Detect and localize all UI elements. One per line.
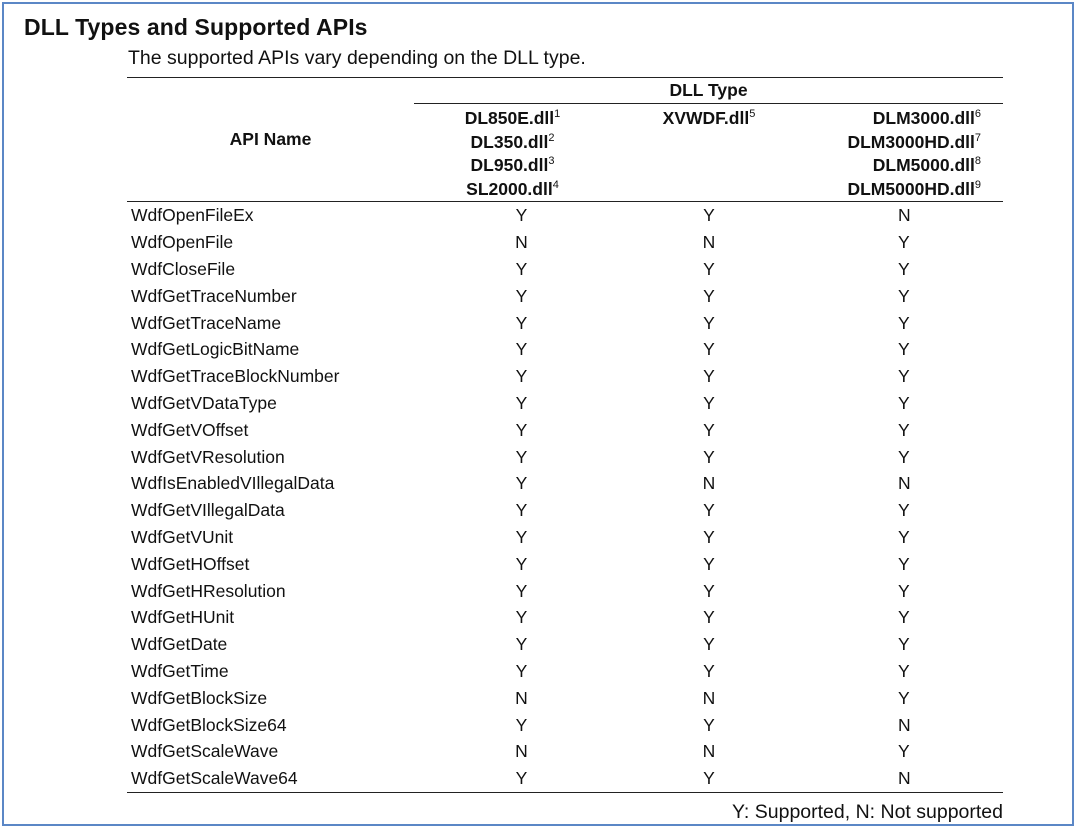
section-title: DLL Types and Supported APIs xyxy=(24,14,368,40)
support-cell: Y xyxy=(703,339,715,360)
dll-api-support-table xyxy=(127,77,1003,793)
dll-footnote-ref: 7 xyxy=(974,131,981,144)
dll-name xyxy=(807,154,981,178)
support-cell: Y xyxy=(515,446,528,467)
dll-footnote-ref: 5 xyxy=(749,108,756,120)
support-cell: Y xyxy=(898,419,910,440)
dll-footnote-ref: 2 xyxy=(548,131,555,144)
dll-filename: SL2000.dll xyxy=(466,178,553,199)
support-cell: Y xyxy=(515,607,528,628)
table-row xyxy=(127,765,1003,792)
api-name-cell: WdfGetVIllegalData xyxy=(131,500,285,521)
support-cell: Y xyxy=(515,553,528,574)
support-cell: Y xyxy=(703,607,715,628)
table-row xyxy=(127,443,1003,470)
dll-name xyxy=(414,131,611,155)
dll-column-header xyxy=(414,104,611,202)
support-cell: Y xyxy=(898,526,910,547)
support-cell: Y xyxy=(898,660,910,681)
api-name-cell: WdfOpenFileEx xyxy=(131,205,254,226)
support-cell: Y xyxy=(898,580,910,601)
support-cell: N xyxy=(898,473,911,494)
dll-footnote-ref: 4 xyxy=(552,178,559,191)
section-subtitle: The supported APIs vary depending on the DLL type. xyxy=(128,47,586,69)
table-row xyxy=(127,256,1003,283)
support-cell: N xyxy=(515,232,528,253)
support-cell: Y xyxy=(703,526,715,547)
table-row xyxy=(127,577,1003,604)
dll-filename: XVWDF.dll xyxy=(662,108,750,128)
table-row xyxy=(127,336,1003,363)
table-row xyxy=(127,738,1003,765)
support-cell: Y xyxy=(898,232,910,253)
api-name-cell: WdfGetLogicBitName xyxy=(131,339,300,360)
support-cell: Y xyxy=(515,714,528,735)
table-row xyxy=(127,658,1003,685)
support-cell: N xyxy=(898,205,911,226)
api-name-cell: WdfGetHUnit xyxy=(131,607,235,628)
support-cell: Y xyxy=(703,392,715,413)
support-cell: Y xyxy=(703,714,715,735)
api-name-cell: WdfGetHResolution xyxy=(131,580,286,601)
support-cell: Y xyxy=(898,634,910,655)
api-name-cell: WdfGetVResolution xyxy=(131,446,285,467)
api-name-cell: WdfGetVUnit xyxy=(131,526,234,547)
support-cell: N xyxy=(702,687,716,708)
api-name-cell: WdfGetTime xyxy=(131,660,229,681)
support-cell: Y xyxy=(898,687,910,708)
support-cell: Y xyxy=(898,366,910,387)
support-cell: Y xyxy=(703,553,715,574)
dll-column-header xyxy=(611,104,807,202)
support-cell: Y xyxy=(703,419,715,440)
dll-footnote-ref: 3 xyxy=(548,155,555,167)
api-name-cell: WdfGetTraceName xyxy=(131,312,282,333)
dll-filename: DL950.dll xyxy=(470,155,549,175)
dll-footnote-ref: 6 xyxy=(974,108,981,120)
dll-filename: DLM3000.dll xyxy=(872,108,975,128)
support-cell: Y xyxy=(703,580,715,601)
dll-filename: DL850E.dll xyxy=(464,108,555,128)
dll-column-header xyxy=(807,104,1003,202)
support-cell: Y xyxy=(703,258,715,279)
support-cell: Y xyxy=(515,312,528,333)
api-name-cell: WdfGetBlockSize64 xyxy=(131,714,287,735)
api-name-cell: WdfGetTraceBlockNumber xyxy=(131,366,340,387)
dll-footnote-ref: 8 xyxy=(974,155,981,167)
support-cell: N xyxy=(515,741,528,762)
api-name-cell: WdfCloseFile xyxy=(131,258,236,279)
support-cell: Y xyxy=(515,392,528,413)
table-row xyxy=(127,416,1003,443)
support-cell: Y xyxy=(898,446,910,467)
dll-footnote-ref: 1 xyxy=(554,108,561,120)
support-cell: N xyxy=(898,714,911,735)
support-cell: Y xyxy=(515,419,528,440)
support-cell: Y xyxy=(515,526,528,547)
support-cell: Y xyxy=(898,553,910,574)
support-cell: Y xyxy=(898,741,910,762)
support-cell: Y xyxy=(898,312,910,333)
support-cell: Y xyxy=(898,285,910,306)
table-row xyxy=(127,497,1003,524)
support-cell: Y xyxy=(898,607,910,628)
support-cell: N xyxy=(515,687,528,708)
dll-filename: DL350.dll xyxy=(470,131,549,152)
support-cell: Y xyxy=(515,473,528,494)
api-name-cell: WdfGetBlockSize xyxy=(131,687,268,708)
support-cell: N xyxy=(702,741,716,762)
table-row xyxy=(127,604,1003,631)
support-cell: N xyxy=(807,765,1003,792)
dll-name xyxy=(611,107,807,131)
api-name-cell: WdfGetScaleWave64 xyxy=(127,765,414,792)
api-name-cell: WdfGetVOffset xyxy=(131,419,249,440)
dll-name xyxy=(414,107,611,131)
table-row xyxy=(127,631,1003,658)
api-name-header: API Name xyxy=(127,78,414,202)
api-name-cell: WdfIsEnabledVIllegalData xyxy=(131,473,335,494)
dll-name xyxy=(807,178,981,202)
api-name-cell: WdfGetVDataType xyxy=(131,392,277,413)
dll-filename: DLM5000HD.dll xyxy=(847,178,975,199)
support-cell: N xyxy=(702,232,716,253)
support-cell: Y xyxy=(898,339,910,360)
api-name-cell: WdfOpenFile xyxy=(131,232,234,253)
support-cell: Y xyxy=(515,634,528,655)
dll-name xyxy=(414,178,611,202)
support-cell: Y xyxy=(703,446,715,467)
support-cell: Y xyxy=(515,366,528,387)
api-name-cell: WdfGetScaleWave xyxy=(131,741,279,762)
support-cell: Y xyxy=(703,634,715,655)
support-cell: Y xyxy=(515,285,528,306)
table-legend: Y: Supported, N: Not supported xyxy=(731,801,1003,823)
support-cell: Y xyxy=(703,312,715,333)
dll-filename: DLM3000HD.dll xyxy=(847,131,975,152)
support-cell: Y xyxy=(703,205,715,226)
support-cell: Y xyxy=(515,580,528,601)
support-cell: Y xyxy=(515,339,528,360)
table-row xyxy=(127,684,1003,711)
support-cell: Y xyxy=(515,500,528,521)
table-row xyxy=(127,550,1003,577)
support-cell: Y xyxy=(898,258,910,279)
table-row xyxy=(127,470,1003,497)
support-cell: Y xyxy=(515,660,528,681)
support-cell: Y xyxy=(611,765,807,792)
table-row xyxy=(127,309,1003,336)
support-cell: Y xyxy=(898,500,910,521)
table-row xyxy=(127,202,1003,229)
table-row xyxy=(127,711,1003,738)
table-row xyxy=(127,363,1003,390)
support-cell: Y xyxy=(898,392,910,413)
support-cell: Y xyxy=(414,765,611,792)
support-cell: Y xyxy=(703,366,715,387)
dll-footnote-ref: 9 xyxy=(974,178,981,191)
dll-name xyxy=(807,131,981,155)
table-row xyxy=(127,524,1003,551)
support-cell: Y xyxy=(515,205,528,226)
table-row xyxy=(127,282,1003,309)
support-cell: Y xyxy=(515,258,528,279)
support-cell: Y xyxy=(703,500,715,521)
dll-type-header: DLL Type xyxy=(414,78,1003,104)
api-name-cell: WdfGetHOffset xyxy=(131,553,250,574)
api-name-cell: WdfGetTraceNumber xyxy=(131,285,297,306)
support-cell: Y xyxy=(703,660,715,681)
dll-name xyxy=(807,107,981,131)
api-name-cell: WdfGetDate xyxy=(131,634,228,655)
table-row xyxy=(127,229,1003,256)
support-cell: N xyxy=(702,473,716,494)
table-row xyxy=(127,390,1003,417)
dll-name xyxy=(414,154,611,178)
support-cell: Y xyxy=(703,285,715,306)
dll-filename: DLM5000.dll xyxy=(872,155,975,175)
